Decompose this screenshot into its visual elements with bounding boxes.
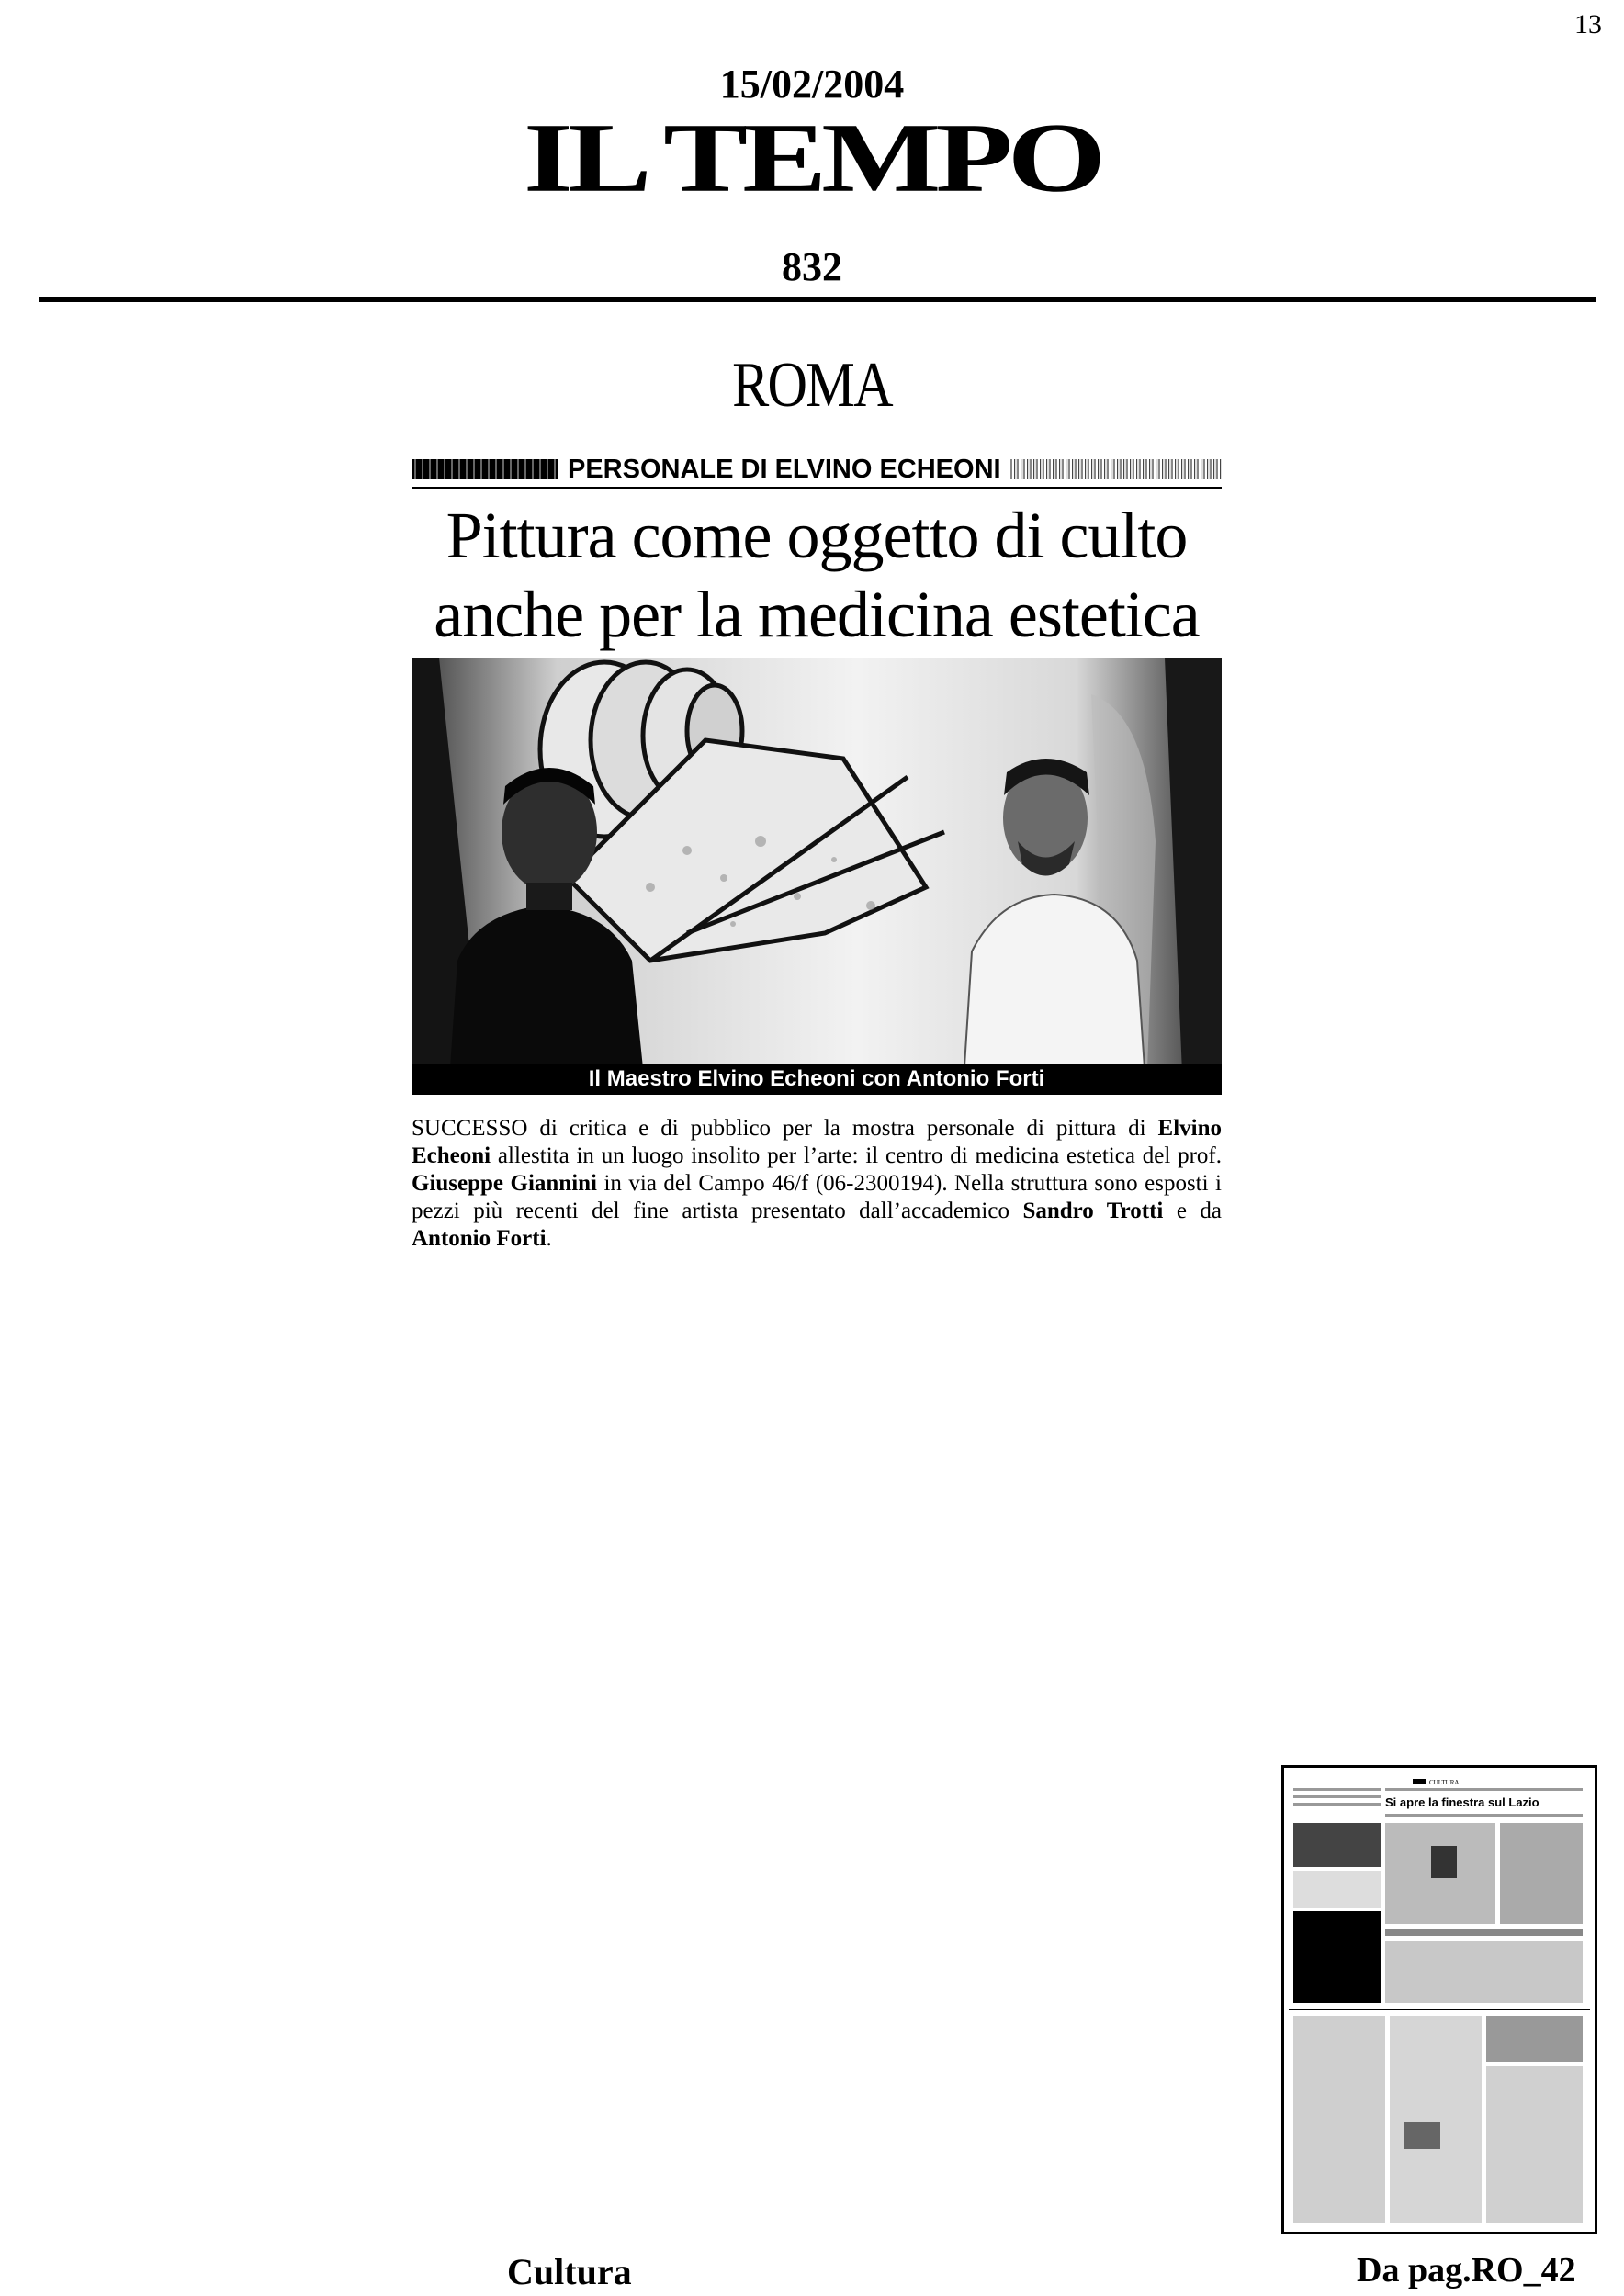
body-text-4: e da xyxy=(1163,1199,1222,1223)
co-presenter-name: Antonio Forti xyxy=(412,1226,547,1251)
doctor-name: Giuseppe Giannini xyxy=(412,1171,597,1196)
issue-number: 832 xyxy=(782,244,842,289)
publication-date: 15/02/2004 xyxy=(719,62,905,107)
newspaper-masthead: IL TEMPO xyxy=(523,102,1101,213)
presenter-name: Sandro Trotti xyxy=(1022,1199,1164,1223)
header-divider xyxy=(39,297,1596,302)
article-body xyxy=(412,1115,1222,1253)
page-number: 13 xyxy=(1574,9,1602,39)
page-thumbnail xyxy=(1281,1765,1597,2234)
article-photo xyxy=(412,658,1222,1095)
kicker-decoration-right xyxy=(1010,459,1222,479)
kicker-underline xyxy=(412,487,1222,489)
footer-page-ref: Da pag.RO_42 xyxy=(1357,2251,1576,2290)
article-headline xyxy=(412,496,1222,654)
thumbnail-headline: Si apre la finestra sul Lazio xyxy=(1385,1795,1539,1809)
headline-line-1: Pittura come oggetto di culto xyxy=(445,499,1188,572)
body-text-5: . xyxy=(546,1226,552,1251)
kicker-text: PERSONALE DI ELVINO ECHEONI xyxy=(568,454,1001,484)
headline-line-2: anche per la medicina estetica xyxy=(434,578,1200,651)
body-text-3: in via del Campo 46/f (06-2300194). Nella struttura sono esposti i pezzi più recenti del fine artista presentato dall’accademico xyxy=(412,1171,1222,1223)
kicker-decoration-left xyxy=(412,459,558,479)
section-title: ROMA xyxy=(732,350,892,421)
artist-name: Elvino Echeoni xyxy=(412,1116,1222,1168)
thumbnail-section: CULTURA xyxy=(1429,1779,1460,1786)
footer-section: Cultura xyxy=(507,2251,632,2292)
photo-caption: Il Maestro Elvino Echeoni con Antonio Forti xyxy=(412,1064,1222,1095)
body-text-1: SUCCESSO di critica e di pubblico per la mostra personale di pittura di xyxy=(412,1116,1158,1141)
body-text-2: allestita in un luogo insolito per l’arte: il centro di medicina estetica del prof. xyxy=(491,1143,1222,1168)
article-kicker xyxy=(412,454,1222,485)
